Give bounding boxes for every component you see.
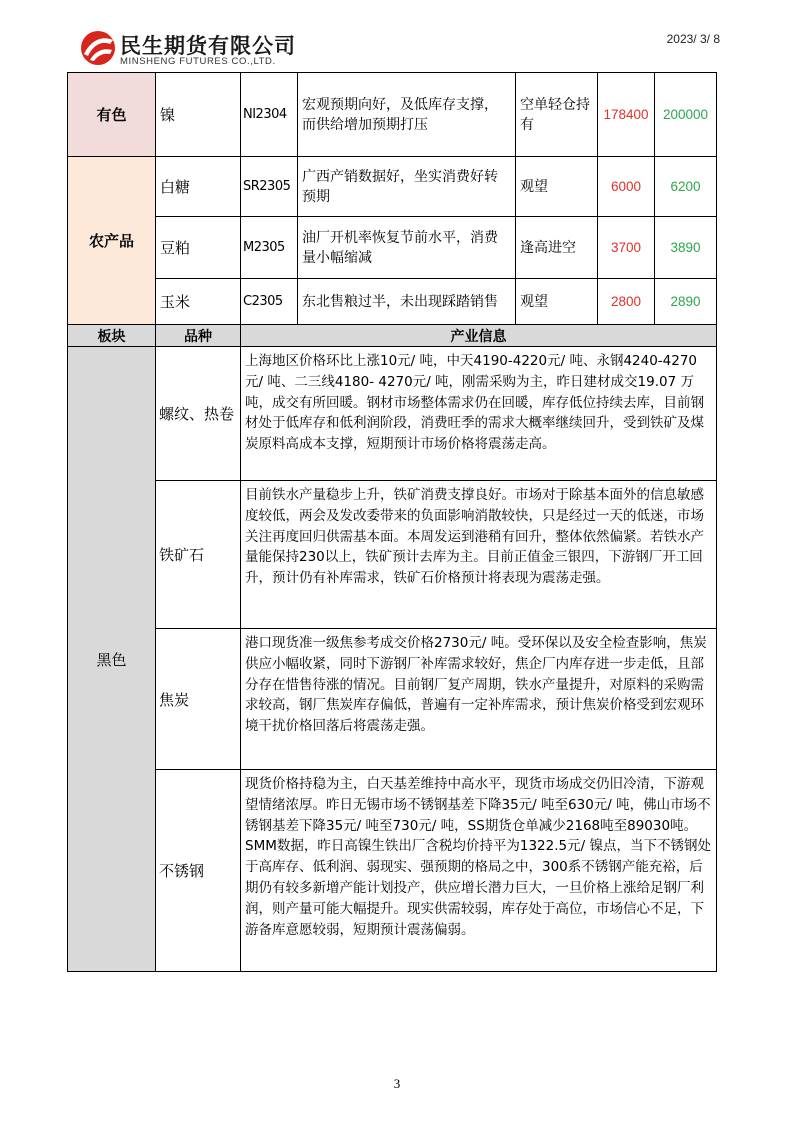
strategy-cell: 观望 <box>516 279 598 325</box>
info-text: 上海地区价格环比上涨10元/ 吨，中天4190-4220元/ 吨、永钢4240-4270元/ 吨、二三线4180- 4270元/ 吨，刚需采购为主，昨日建材成交19.07 万吨，成交有所回暖。钢材市场整体需求仍在回暖，库存低位持续去库，目前钢材处于低库存和低利润阶段，消费旺季的需求大概率继续回升，受到铁矿及煤炭原料高成本支撑，短期预计市场价格将震荡走高。 <box>241 347 717 481</box>
info-product: 螺纹、热卷 <box>156 347 241 481</box>
price-high: 3890 <box>655 217 717 279</box>
price-high: 2890 <box>655 279 717 325</box>
info-product: 铁矿石 <box>156 481 241 629</box>
info-header-row <box>68 325 717 347</box>
price-high: 200000 <box>655 73 717 157</box>
product-cell: 豆粕 <box>156 217 241 279</box>
price-low: 2800 <box>598 279 655 325</box>
info-product: 不锈钢 <box>156 770 241 972</box>
product-cell: 白糖 <box>156 157 241 217</box>
header-sector: 板块 <box>68 325 156 347</box>
page-number: 3 <box>393 1076 401 1091</box>
table-row <box>68 347 717 481</box>
info-text: 港口现货准一级焦参考成交价格2730元/ 吨。受环保以及安全检查影响，焦炭供应小幅收紧，同时下游钢厂补库需求较好，焦企厂内库存进一步走低，且部分存在惜售待涨的情况。目前钢厂复产周期，铁水产量提升，对原料的采购需求较高，钢厂焦炭库存偏低，普遍有一定补库需求，预计焦炭价格受到宏观环境干扰价格回落后将震荡走强。 <box>241 629 717 770</box>
product-cell: 玉米 <box>156 279 241 325</box>
contract-code: M2305 <box>241 217 298 279</box>
price-low: 6000 <box>598 157 655 217</box>
table-row <box>68 217 717 279</box>
price-high: 6200 <box>655 157 717 217</box>
table-row <box>68 157 717 217</box>
price-low: 3700 <box>598 217 655 279</box>
table-row <box>68 629 717 770</box>
info-text: 现货价格持稳为主，白天基差维持中高水平，现货市场成交仍旧冷清，下游观望情绪浓厚。昨日无锡市场不锈钢基差下降35元/ 吨至630元/ 吨，佛山市场不锈钢基差下降35元/ 吨至730元/ 吨，SS期货仓单减少2168吨至89030吨。SMM数据，昨日高镍生铁出厂含税均价持平为1322.5元/ 镍点，当下不锈钢处于高库存、低利润、弱现实、强预期的格局之中，300系不锈钢产能充裕，后期仍有较多新增产能计划投产，供应增长潜力巨大，一旦价格上涨给足钢厂利润，则产量可能大幅提升。现实供需较弱，库存处于高位，市场信心不足，下游备库意愿较弱，短期预计震荡偏弱。 <box>241 770 717 972</box>
table-row <box>68 770 717 972</box>
strategy-table <box>67 72 717 972</box>
view-cell: 东北售粮过半，未出现踩踏销售 <box>298 279 516 325</box>
view-cell: 宏观预期向好，及低库存支撑，而供给增加预期打压 <box>298 73 516 157</box>
table-row <box>68 73 717 157</box>
strategy-cell: 观望 <box>516 157 598 217</box>
contract-code: SR2305 <box>241 157 298 217</box>
contract-code: NI2304 <box>241 73 298 157</box>
contract-code: C2305 <box>241 279 298 325</box>
info-product: 焦炭 <box>156 629 241 770</box>
page-header <box>80 26 720 72</box>
view-cell: 油厂开机率恢复节前水平，消费量小幅缩减 <box>298 217 516 279</box>
strategy-cell: 逢高进空 <box>516 217 598 279</box>
header-industry-info: 产业信息 <box>241 325 717 347</box>
logo-text-cn: 民生期货有限公司 <box>120 34 296 58</box>
sector-cell: 有色 <box>68 73 156 157</box>
strategy-cell: 空单轻仓持有 <box>516 73 598 157</box>
table-row <box>68 279 717 325</box>
minsheng-logo-icon <box>80 28 116 68</box>
logo-text-en: MINSHENG FUTURES CO.,LTD. <box>120 56 276 67</box>
table-row <box>68 481 717 629</box>
report-date: 2023/ 3/ 8 <box>666 32 720 46</box>
header-product: 品种 <box>156 325 241 347</box>
price-low: 178400 <box>598 73 655 157</box>
info-text: 目前铁水产量稳步上升，铁矿消费支撑良好。市场对于除基本面外的信息敏感度较低，两会及发改委带来的负面影响消散较快，只是经过一天的低迷，市场关注再度回归供需基本面。本周发运到港稍有回升，整体依然偏紧。若铁水产量能保持230以上，铁矿预计去库为主。目前正值金三银四，下游钢厂开工回升，预计仍有补库需求，铁矿石价格预计将表现为震荡走强。 <box>241 481 717 629</box>
sector-cell-black: 黑色 <box>68 347 156 972</box>
company-logo <box>80 26 320 72</box>
view-cell: 广西产销数据好，坐实消费好转预期 <box>298 157 516 217</box>
product-cell: 镍 <box>156 73 241 157</box>
sector-cell: 农产品 <box>68 157 156 325</box>
